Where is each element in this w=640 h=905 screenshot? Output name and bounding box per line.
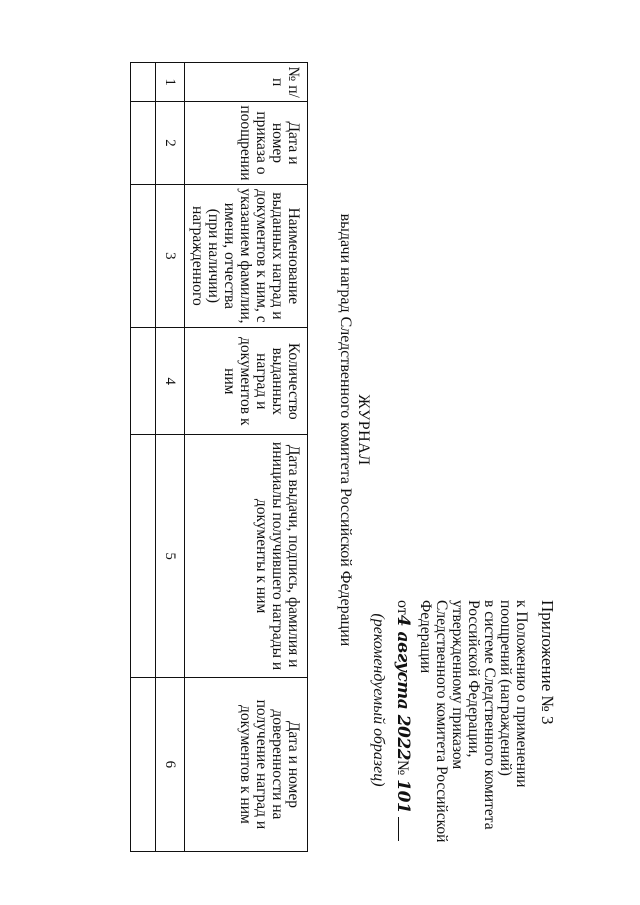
column-header: № п/п bbox=[185, 63, 308, 102]
appendix-line: Федерации bbox=[417, 600, 434, 674]
column-number-row bbox=[156, 63, 185, 852]
appendix-line: поощрений (награждений) bbox=[497, 600, 514, 776]
table-row bbox=[131, 63, 156, 852]
column-number: 6 bbox=[156, 677, 185, 851]
sign-no-prefix: № bbox=[394, 760, 411, 776]
appendix-line: Российской Федерации, bbox=[465, 600, 482, 758]
column-number: 3 bbox=[156, 184, 185, 328]
table-cell bbox=[131, 102, 156, 184]
appendix-block bbox=[370, 600, 555, 890]
journal-heading bbox=[336, 200, 372, 660]
column-header: Дата выдачи, подпись, фамилия и инициалы получившего награды и документы к ним bbox=[185, 435, 308, 677]
table-cell bbox=[131, 435, 156, 677]
column-number: 4 bbox=[156, 328, 185, 435]
table-cell bbox=[131, 677, 156, 851]
table-header-row bbox=[185, 63, 308, 852]
sign-underline bbox=[398, 817, 399, 841]
column-number: 1 bbox=[156, 63, 185, 102]
column-header: Дата и номер приказа о поощрении bbox=[185, 102, 308, 184]
appendix-line: Следственного комитета Российской bbox=[433, 600, 450, 843]
table-cell bbox=[131, 184, 156, 328]
column-header: Дата и номер доверенности на получение наград и документов к ним bbox=[185, 677, 308, 851]
column-number: 2 bbox=[156, 102, 185, 184]
sign-prefix: от bbox=[394, 600, 411, 615]
column-header: Наименование выданных наград и документов к ним, с указанием фамилии, имени, отчества (при наличии) награжденного bbox=[185, 184, 308, 328]
sign-number: 101 bbox=[393, 779, 413, 814]
appendix-line: утвержденному приказом bbox=[449, 600, 466, 770]
journal-subtitle: выдачи наград Следственного комитета Российской Федерации bbox=[337, 213, 354, 647]
journal-table bbox=[130, 62, 308, 852]
appendix-line: к Положению о применении bbox=[513, 600, 530, 788]
appendix-line: в системе Следственного комитета bbox=[481, 600, 498, 830]
table-cell bbox=[131, 328, 156, 435]
order-signature-line bbox=[394, 600, 411, 890]
journal-title: ЖУРНАЛ bbox=[355, 394, 372, 466]
table-cell bbox=[131, 63, 156, 102]
column-header: Количество выданных наград и документов к ним bbox=[185, 328, 308, 435]
column-number: 5 bbox=[156, 435, 185, 677]
recommended-sample-note: (рекомендуемый образец) bbox=[370, 613, 387, 787]
appendix-title: Приложение № 3 bbox=[538, 600, 557, 725]
sign-date: 4 августа 2022 bbox=[393, 614, 413, 761]
